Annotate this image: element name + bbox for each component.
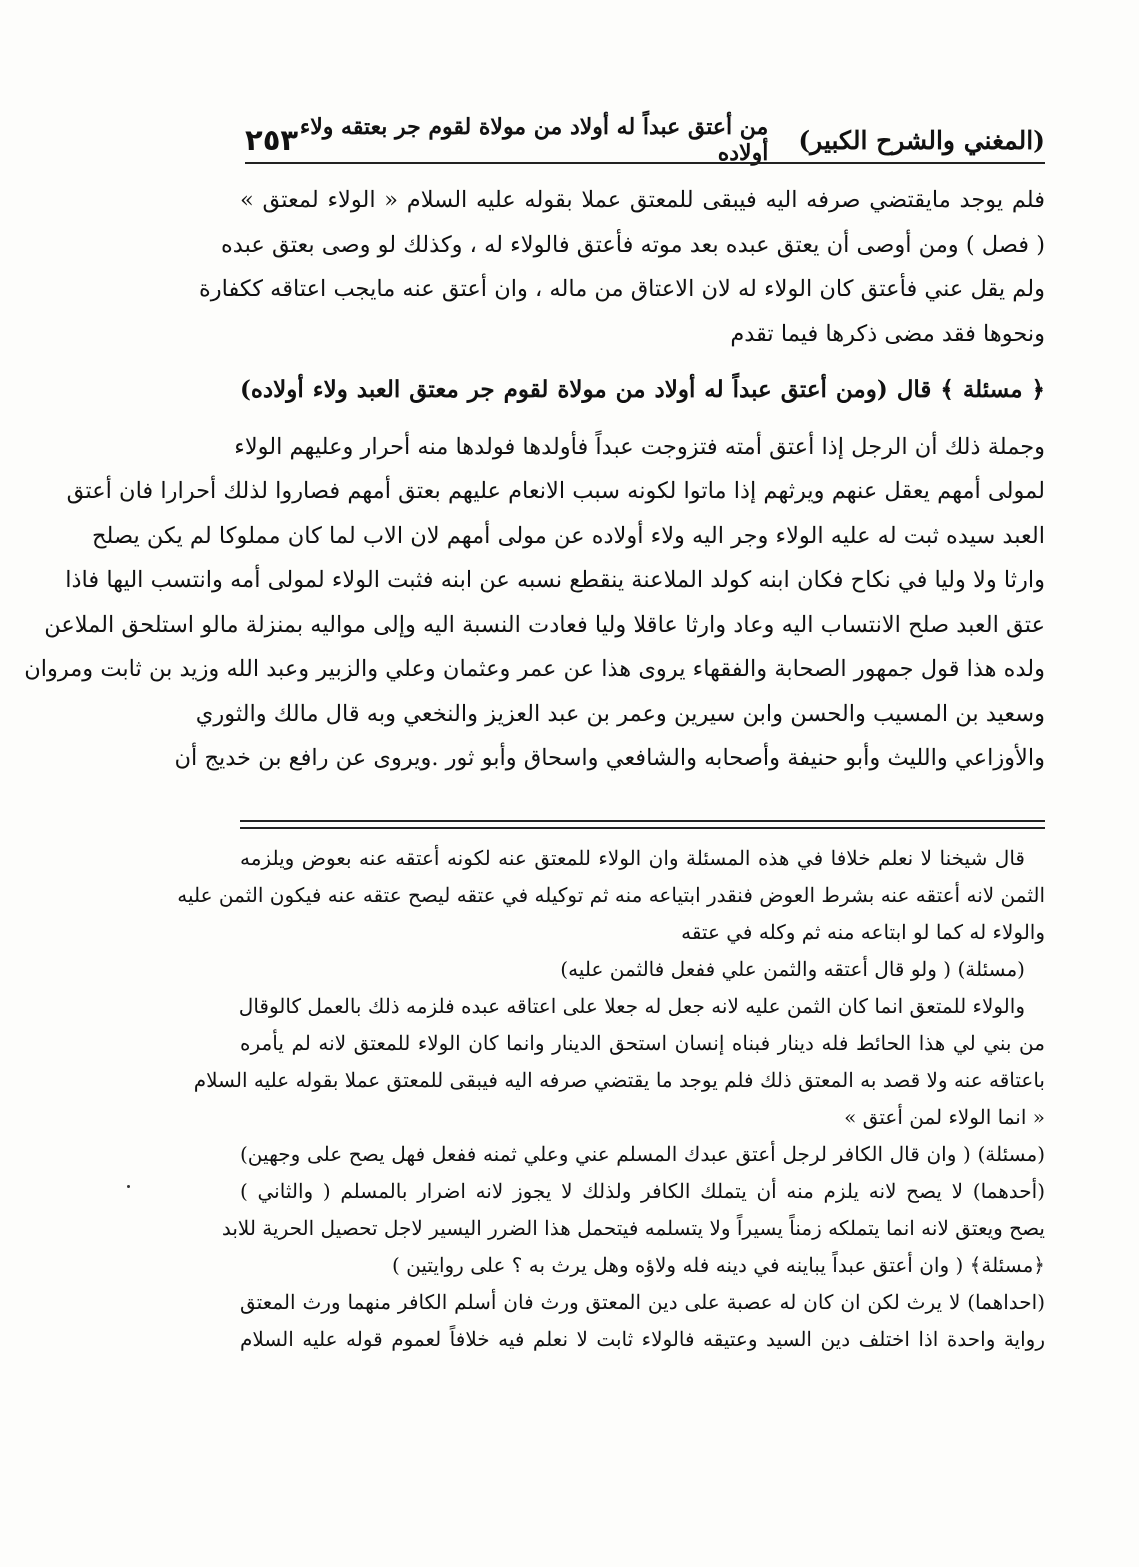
text-line: فلم يوجد مايقتضي صرفه اليه فيبقى للمعتق عملا بقوله عليه السلام « الولاء لمعتق » (240, 187, 1045, 213)
masala-heading: ﴿ مسئلة ﴾ قال (ومن أعتق عبداً له أولاد من مولاة لقوم جر معتق العبد ولاء أولاده) (240, 376, 1045, 403)
scan-speck (127, 1185, 130, 1188)
text-line: ولم يقل عني فأعتق كان الولاء له لان الاعتاق من ماله ، وان أعتق عنه مايجب اعتاقه ككفارة (198, 276, 1045, 302)
masala-line: (مسئلة) ( وان قال الكافر لرجل أعتق عبدك المسلم عني وعلي ثمنه ففعل فهل يصح على وجهين) (240, 1142, 1045, 1166)
commentary-line: من بني لي هذا الحائط فله دينار فبناه إنسان استحق الدينار وانما كان الولاء للمعتق لانه لم يأمره (240, 1031, 1045, 1055)
book-title: (المغني والشرح الكبير) (798, 125, 1045, 155)
paragraph-line: العبد سيده ثبت له عليه الولاء وجر اليه ولاء أولاده عن مولى أمهم لان الاب لما كان مملوكا لم يكن يصلح (92, 522, 1045, 549)
paragraph-line: وجملة ذلك أن الرجل إذا أعتق أمته فتزوجت عبداً فأولدها فولدها منه أحرار وعليهم الولاء (234, 433, 1045, 460)
running-title: من أعتق عبداً له أولاد من مولاة لقوم جر بعتقه ولاء أولاده (299, 114, 769, 166)
paragraph-line: عتق العبد صلح الانتساب اليه وعاد وارثا عاقلا وليا فعادت النسبة اليه وإلى مواليه بمنزلة مالو استلحق الملاعن (44, 611, 1045, 638)
commentary-line: الثمن لانه أعتقه عنه بشرط العوض فنقدر ابتياعه منه ثم توكيله في عتقه ليصح عتقه عنه فيكون الثمن عليه (177, 883, 1045, 907)
commentary-line: والولاء له كما لو ابتاعه منه ثم وكله في عتقه (681, 920, 1045, 944)
commentary-line: رواية واحدة اذا اختلف دين السيد وعتيقه فالولاء ثابت لا نعلم فيه خلافاً لعموم قوله عليه السلام (240, 1327, 1045, 1351)
paragraph-line: وسعيد بن المسيب والحسن وابن سيرين وعمر بن عبد العزيز والنخعي وبه قال مالك والثوري (195, 700, 1045, 727)
commentary-line: (أحدهما) لا يصح لانه يلزم منه أن يتملك الكافر ولذلك لا يجوز لانه اضرار بالمسلم ( والثاني ) (240, 1179, 1045, 1203)
paragraph-line: والأوزاعي والليث وأبو حنيفة وأصحابه والشافعي واسحاق وأبو ثور .ويروى عن رافع بن خديج أن (174, 745, 1045, 771)
masala-line: (مسئلة) ( ولو قال أعتقه والثمن علي ففعل فالثمن عليه) (560, 957, 1025, 981)
commentary-block (177, 840, 1045, 1358)
commentary-line: قال شيخنا لا نعلم خلافا في هذه المسئلة وان الولاء للمعتق عنه لكونه أعتقه عنه بعوض ويلزمه (240, 846, 1025, 870)
masala-line: ﴿مسئلة﴾ ( وان أعتق عبداً يباينه في دينه فله ولاؤه وهل يرث به ؟ على روايتين ) (391, 1253, 1045, 1277)
commentary-line: (احداهما) لا يرث لكن ان كان له عصبة على دين المعتق ورث فان أسلم الكافر منهما ورث المعتق (240, 1290, 1045, 1314)
text-line: ونحوها فقد مضى ذكرها فيما تقدم (730, 320, 1045, 347)
commentary-line: « انما الولاء لمن أعتق » (844, 1105, 1045, 1129)
main-text-block (24, 178, 1045, 781)
header-rule (245, 162, 1045, 164)
spacer (240, 356, 1045, 368)
section-divider (240, 820, 1045, 829)
commentary-line: باعتاقه عنه ولا قصد به المعتق ذلك فلم يوجد ما يقتضي صرفه اليه فيبقى للمعتق عملا بقوله عليه السلام (193, 1068, 1045, 1092)
paragraph-line: لمولى أمهم يعقل عنهم ويرثهم إذا ماتوا لكونه سبب الانعام عليهم بعتق أمهم فصاروا لذلك أحرارا فان أعتق (66, 478, 1045, 504)
page-header (245, 114, 1045, 166)
page-number: ٢٥٣ (245, 123, 299, 157)
commentary-line: يصح ويعتق لانه انما يتملكه زمناً يسيراً ولا يتسلمه فيتحمل هذا الضرر اليسير لاجل تحصيل الحرية للابد (221, 1216, 1045, 1240)
commentary-line: والولاء للمتعق انما كان الثمن عليه لانه جعل له جعلا على اعتاقه عبده فلزمه ذلك بالعمل كالوقال (238, 994, 1025, 1018)
spacer (240, 413, 1045, 425)
paragraph-line: ولده هذا قول جمهور الصحابة والفقهاء يروى هذا عن عمر وعثمان وعلي والزبير وعبد الله وزيد بن ثابت ومروان (24, 656, 1045, 682)
paragraph-line: وارثا ولا وليا في نكاح فكان ابنه كولد الملاعنة ينقطع نسبه عن ابنه فثبت الولاء لمولى أمه وانتسب اليها فاذا (65, 567, 1045, 593)
fasl-line: ( فصل ) ومن أوصى أن يعتق عبده بعد موته فأعتق فالولاء له ، وكذلك لو وصى بعتق عبده (221, 231, 1045, 258)
